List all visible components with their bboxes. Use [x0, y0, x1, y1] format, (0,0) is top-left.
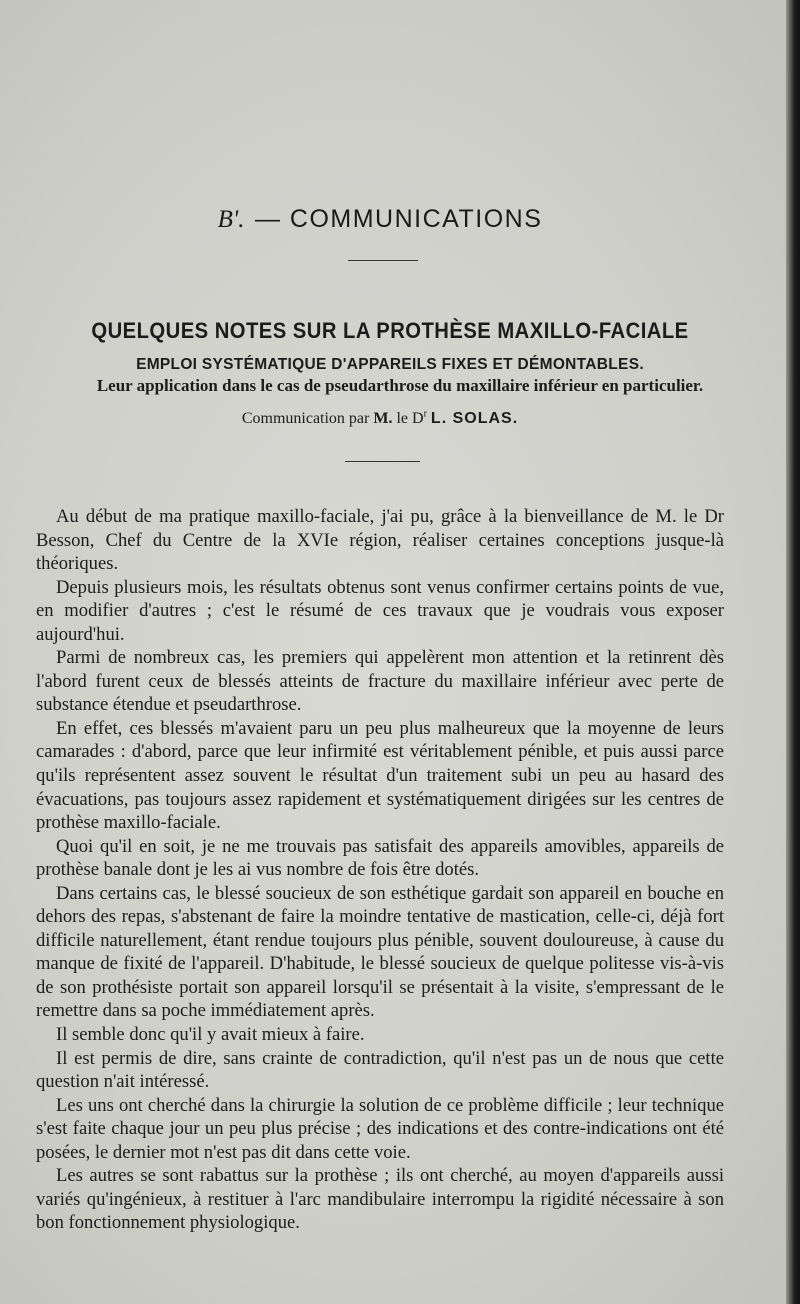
byline-prefix: Communication par — [241, 410, 370, 427]
paragraph: Parmi de nombreux cas, les premiers qui appelèrent mon attention et la retinrent dès l'abord furent ceux de blessés atteints de fracture du maxillaire inférieur avec perte de substance étendue et pseudarthrose. — [36, 647, 724, 716]
byline-le: le D — [396, 410, 424, 427]
article-subtitle-application: Leur application dans le cas de pseudarthrose du maxillaire inférieur en particulier. — [96, 376, 704, 395]
article-subtitle: EMPLOI SYSTÉMATIQUE D'APPAREILS FIXES ET DÉMONTABLES. — [136, 356, 644, 373]
section-heading — [0, 205, 760, 234]
paragraph: En effet, ces blessés m'avaient paru un peu plus malheureux que la moyenne de leurs camarades : d'abord, parce que leur infirmité est véritablement pénible, et puis aussi parce qu'ils représentent assez souvent le résultat d'un traitement subi un peu au hasard des évacuations, pas toujours assez rapidement et systématiquement dirigées sur les centres de prothèse maxillo-faciale. — [36, 717, 724, 834]
article-body — [36, 505, 724, 1235]
paragraph: Les autres se sont rabattus sur la prothèse ; ils ont cherché, au moyen d'appareils aussi variés qu'ingénieux, à restituer à l'arc mandibulaire interrompu la rigidité nécessaire à son bon fonctionnement physiologique. — [36, 1165, 724, 1234]
paragraph: Il est permis de dire, sans crainte de contradiction, qu'il n'est pas un de nous que cette question n'ait intéressé. — [36, 1047, 724, 1093]
byline-dr-sup: r — [423, 408, 427, 420]
section-divider — [348, 260, 418, 261]
paragraph: Les uns ont cherché dans la chirurgie la solution de ce problème difficile ; leur technique s'est faite chaque jour un peu plus précise ; des indications et des contre-indications ont été posées, le dernier mot n'est pas dit dans cette voie. — [36, 1094, 724, 1163]
section-label: — COMMUNICATIONS — [254, 205, 543, 233]
article-title: QUELQUES NOTES SUR LA PROTHÈSE MAXILLO-FACIALE — [91, 318, 689, 343]
paragraph: Depuis plusieurs mois, les résultats obtenus sont venus confirmer certains points de vue, en modifier d'autres ; c'est le résumé de ces travaux que je voudrais vous exposer aujourd'hui. — [36, 576, 724, 645]
byline-divider — [345, 461, 420, 462]
paragraph: Il semble donc qu'il y avait mieux à faire. — [56, 1024, 365, 1046]
byline — [0, 410, 760, 428]
section-number: B'. — [217, 206, 245, 233]
paragraph: Dans certains cas, le blessé soucieux de son esthétique gardait son appareil en bouche en dehors des repas, s'abstenant de faire la moindre tentative de mastication, celle-ci, déjà fort difficile naturellement, étant rendue toujours plus pénible, souvent douloureuse, à cause du manque de fixité de l'appareil. D'habitude, le blessé soucieux de quelque politesse vis-à-vis de son prothésiste portait son appareil lorsqu'il se présentait à la visite, s'empressant de le remettre dans sa poche immédiatement après. — [36, 882, 724, 1022]
byline-m: M. — [373, 410, 393, 427]
paragraph: Au début de ma pratique maxillo-faciale, j'ai pu, grâce à la bienveillance de M. le Dr Besson, Chef du Centre de la XVIe région, réaliser certaines conceptions jusque-là théoriques. — [36, 506, 724, 575]
paragraph: Quoi qu'il en soit, je ne me trouvais pas satisfait des appareils amovibles, appareils de prothèse banale dont je les ai vus nombre de fois être dotés. — [36, 835, 724, 881]
page-edge-shadow — [786, 0, 800, 1304]
byline-author: L. SOLAS. — [430, 410, 519, 427]
